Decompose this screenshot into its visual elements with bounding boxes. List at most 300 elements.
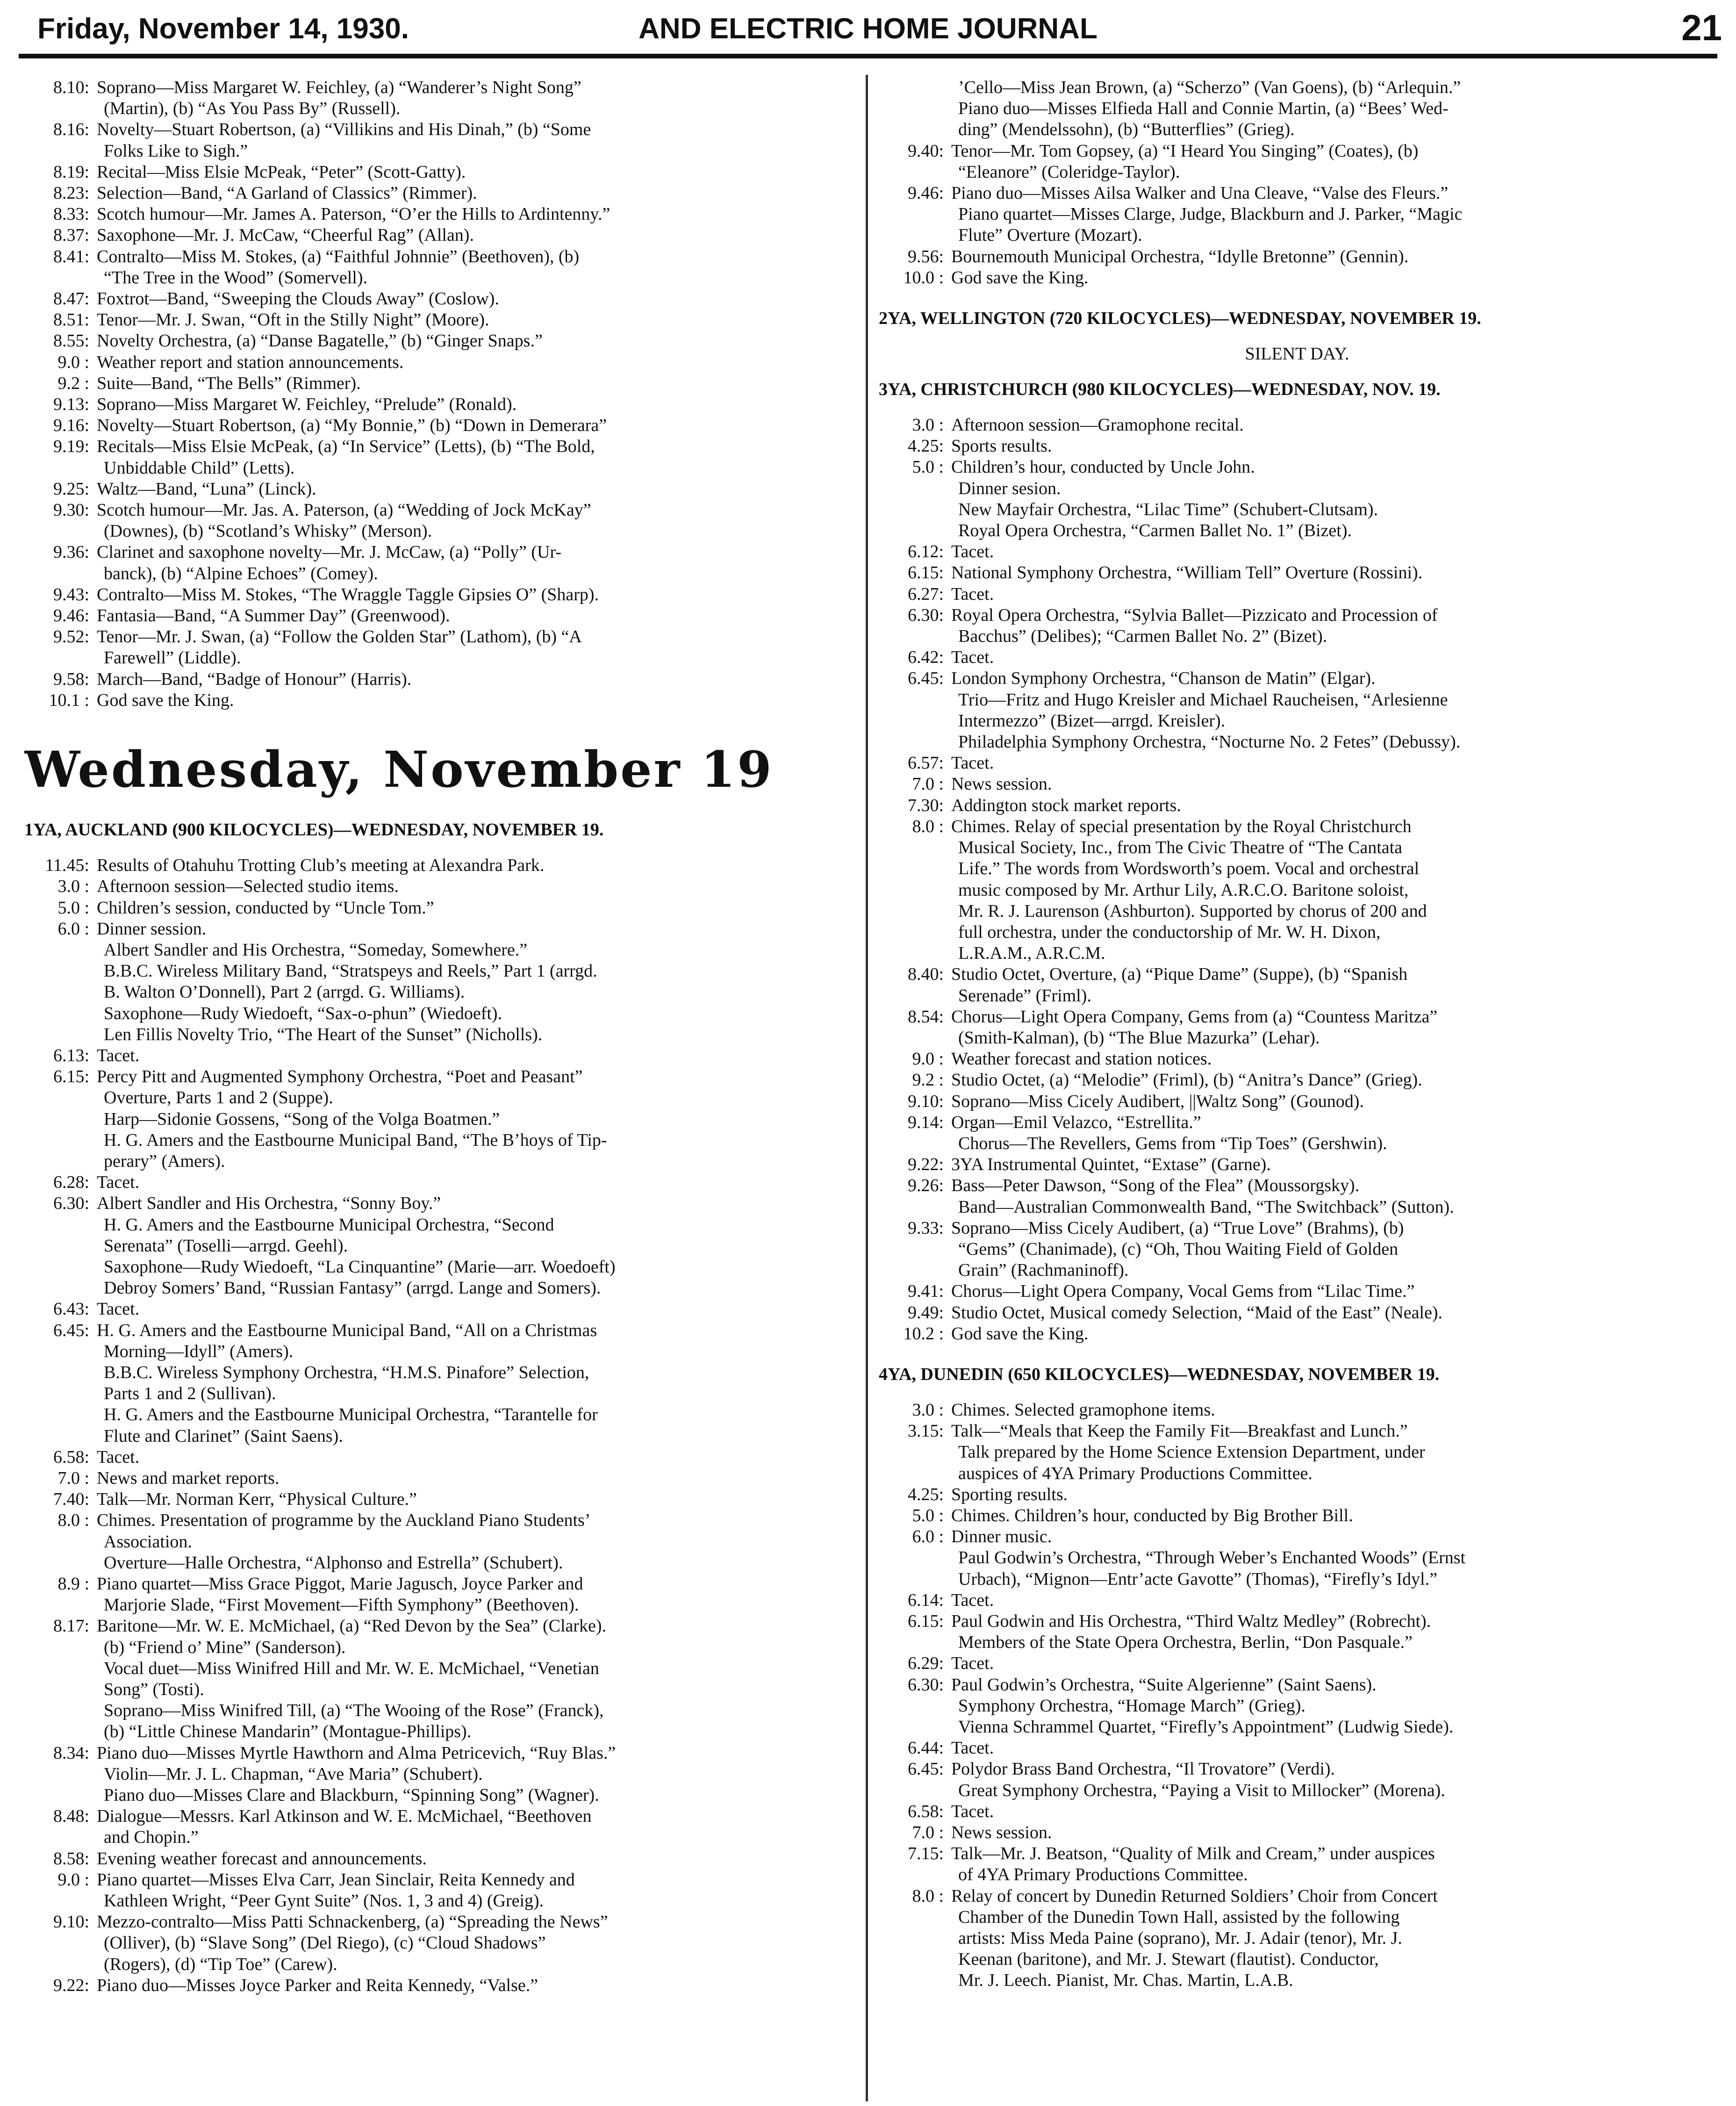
program-entry — [24, 690, 855, 711]
entry-continuation: Parts 1 and 2 (Sullivan). — [104, 1384, 276, 1404]
entry-continuation: Association. — [104, 1531, 192, 1552]
entry-continuation: (b) “Little Chinese Mandarin” (Montague-Phillips). — [104, 1722, 472, 1742]
entry-continuation: perary” (Amers). — [104, 1151, 225, 1171]
program-entry — [879, 774, 1715, 795]
entry-time: 9.22: — [53, 1975, 89, 1995]
entry-text: Tacet. — [97, 1299, 140, 1319]
entry-text: Novelty Orchestra, (a) “Danse Bagatelle,” (b) “Ginger Snaps.” — [97, 331, 543, 351]
entry-continuation: New Mayfair Orchestra, “Lilac Time” (Schubert-Clutsam). — [958, 499, 1378, 519]
entry-continuation: “The Tree in the Wood” (Somervell). — [104, 267, 368, 288]
program-entry — [879, 1218, 1715, 1239]
entry-continuation: Royal Opera Orchestra, “Carmen Ballet No. 1” (Bizet). — [958, 521, 1352, 541]
entry-time: 8.41: — [53, 246, 89, 266]
entry-continuation: and Chopin.” — [104, 1827, 199, 1847]
program-entry — [879, 246, 1715, 267]
entry-continuation: (Downes), (b) “Scotland’s Whisky” (Merson). — [104, 521, 432, 541]
entry-text: Chorus—Light Opera Company, Gems from (a) “Countess Maritza” — [951, 1006, 1438, 1027]
entry-time: 3.0 : — [912, 1400, 944, 1420]
program-entry — [879, 1484, 1715, 1505]
entry-text: Contralto—Miss M. Stokes, “The Wraggle Taggle Gipsies O” (Sharp). — [97, 584, 599, 604]
program-entry — [879, 1505, 1715, 1526]
program-entry — [24, 876, 855, 897]
entry-time: 8.16: — [53, 120, 89, 140]
program-entry — [879, 1323, 1715, 1344]
program-entry — [24, 1912, 855, 1933]
entry-time: 9.49: — [907, 1302, 944, 1323]
entry-continuation: full orchestra, under the conductorship of Mr. W. H. Dixon, — [958, 922, 1381, 942]
entry-text: Dialogue—Messrs. Karl Atkinson and W. E. McMichael, “Beethoven — [97, 1806, 592, 1826]
entry-time: 8.0 : — [57, 1510, 89, 1531]
entry-text: March—Band, “Badge of Honour” (Harris). — [97, 669, 412, 689]
entry-continuation: Chamber of the Dunedin Town Hall, assisted by the following — [958, 1907, 1400, 1927]
entry-time: 9.46: — [907, 183, 944, 203]
entry-text: Evening weather forecast and announcements. — [97, 1848, 427, 1869]
entry-continuation: H. G. Amers and the Eastbourne Municipal Orchestra, “Tarantelle for — [104, 1405, 598, 1425]
entry-time: 9.46: — [53, 606, 89, 626]
entry-continuation: “Eleanore” (Coleridge-Taylor). — [958, 162, 1180, 182]
entry-time: 8.33: — [53, 204, 89, 224]
entry-text: Talk—Mr. Norman Kerr, “Physical Culture.” — [97, 1489, 417, 1509]
entry-time: 6.57: — [907, 753, 944, 773]
entry-time: 5.0 : — [912, 457, 944, 477]
program-entry — [24, 1468, 855, 1489]
entry-text: News and market reports. — [97, 1468, 280, 1488]
entry-text: Recitals—Miss Elsie McPeak, (a) “In Service” (Letts), (b) “The Bold, — [97, 437, 595, 457]
entry-continuation: (Smith-Kalman), (b) “The Blue Mazurka” (Lehar). — [958, 1028, 1320, 1048]
entry-continuation: Marjorie Slade, “First Movement—Fifth Symphony” (Beethoven). — [104, 1595, 579, 1615]
entry-text: Chimes. Presentation of programme by the Auckland Piano Students’ — [97, 1510, 591, 1531]
entry-time: 6.13: — [53, 1045, 89, 1065]
program-entry — [879, 1590, 1715, 1611]
entry-continuation: Piano quartet—Misses Clarge, Judge, Blackburn and J. Parker, “Magic — [958, 204, 1463, 224]
program-entry — [879, 541, 1715, 562]
page-number: 21 — [1681, 7, 1722, 48]
entry-text: Studio Octet, Overture, (a) “Pique Dame” (Suppe), (b) “Spanish — [951, 964, 1408, 985]
entry-text: Chimes. Selected gramophone items. — [951, 1400, 1215, 1420]
entry-text: Chorus—Light Opera Company, Vocal Gems from “Lilac Time.” — [951, 1281, 1415, 1301]
program-entry — [24, 919, 855, 940]
entry-continuation: (Olliver), (b) “Slave Song” (Del Riego), (c) “Cloud Shadows” — [104, 1933, 546, 1953]
program-entry — [879, 562, 1715, 583]
entry-continuation: (Martin), (b) “As You Pass By” (Russell). — [104, 99, 401, 119]
page-header — [0, 0, 1736, 70]
program-entry — [24, 204, 855, 225]
entry-time: 9.52: — [53, 627, 89, 647]
entry-time: 6.30: — [907, 605, 944, 625]
program-entry — [879, 795, 1715, 816]
entry-text: Studio Octet, Musical comedy Selection, “Maid of the East” (Neale). — [951, 1302, 1443, 1323]
program-entry — [879, 1400, 1715, 1421]
entry-continuation: Talk prepared by the Home Science Extension Department, under — [958, 1442, 1425, 1462]
entry-continuation: Overture—Halle Orchestra, “Alphonso and Estrella” (Schubert). — [104, 1553, 563, 1573]
entry-continuation: Saxophone—Rudy Wiedoeft, “La Cinquantine” (Marie—arr. Woedoeft) — [104, 1257, 616, 1277]
entry-text: Mezzo-contralto—Miss Patti Schnackenberg, (a) “Spreading the News” — [97, 1912, 608, 1932]
program-entry — [879, 1154, 1715, 1175]
entry-text: Bournemouth Municipal Orchestra, “Idylle Bretonne” (Gennin). — [951, 246, 1409, 266]
program-entry — [24, 1045, 855, 1066]
entry-time: 6.15: — [53, 1067, 89, 1087]
entry-continuation: B. Walton O’Donnell), Part 2 (arrgd. G. Williams). — [104, 982, 465, 1002]
program-entry — [24, 1869, 855, 1890]
tuesday-continuation-list — [24, 77, 855, 711]
entry-text: London Symphony Orchestra, “Chanson de Matin” (Elgar). — [951, 668, 1376, 689]
entry-continuation: Song” (Tosti). — [104, 1680, 204, 1700]
entry-time: 4.25: — [907, 436, 944, 456]
program-entry — [879, 1006, 1715, 1028]
entry-time: 6.58: — [907, 1801, 944, 1821]
program-entry — [879, 1175, 1715, 1196]
program-entry — [24, 898, 855, 919]
entry-text: Dinner music. — [951, 1527, 1052, 1547]
program-entry — [879, 964, 1715, 985]
program-entry — [879, 1049, 1715, 1070]
entry-time: 9.2 : — [912, 1070, 944, 1090]
entry-text: Tacet. — [97, 1045, 140, 1065]
program-entry — [879, 647, 1715, 668]
left-column — [24, 77, 855, 2097]
entry-continuation: music composed by Mr. Arthur Lily, A.R.C.O. Baritone soloist, — [958, 880, 1409, 900]
program-entry — [879, 1070, 1715, 1091]
entry-time: 7.0 : — [912, 1823, 944, 1843]
entry-text: Percy Pitt and Augmented Symphony Orchestra, “Poet and Peasant” — [97, 1067, 583, 1087]
entry-continuation: Vocal duet—Miss Winifred Hill and Mr. W. E. McMichael, “Venetian — [104, 1658, 599, 1678]
program-entry — [879, 1822, 1715, 1843]
program-entry — [24, 479, 855, 500]
program-entry — [24, 246, 855, 267]
entry-time: 6.44: — [907, 1738, 944, 1758]
program-entry — [24, 288, 855, 309]
entry-time: 10.1 : — [49, 690, 89, 710]
entry-time: 9.10: — [907, 1091, 944, 1111]
program-entry — [24, 584, 855, 605]
entry-time: 8.58: — [53, 1848, 89, 1869]
entry-text: 3YA Instrumental Quintet, “Extase” (Garne). — [951, 1155, 1271, 1175]
entry-text: Paul Godwin’s Orchestra, “Suite Algerienne” (Saint Saens). — [951, 1675, 1377, 1695]
entry-continuation: of 4YA Primary Productions Committee. — [958, 1865, 1248, 1885]
program-entry — [24, 77, 855, 98]
entry-text: Baritone—Mr. W. E. McMichael, (a) “Red Devon by the Sea” (Clarke). — [97, 1616, 607, 1636]
entry-continuation: Soprano—Miss Winifred Till, (a) “The Wooing of the Rose” (Franck), — [104, 1701, 604, 1721]
entry-text: News session. — [951, 1823, 1052, 1843]
entry-continuation: artists: Miss Meda Paine (soprano), Mr. J. Adair (tenor), Mr. J. — [958, 1928, 1402, 1948]
program-entry — [24, 542, 855, 563]
program-entry — [24, 1299, 855, 1320]
entry-text: Addington stock market reports. — [951, 795, 1181, 815]
entry-text: God save the King. — [97, 690, 234, 710]
entry-time: 9.13: — [53, 395, 89, 415]
entry-time: 6.0 : — [912, 1527, 944, 1547]
entry-text: Fantasia—Band, “A Summer Day” (Greenwood). — [97, 606, 450, 626]
entry-time: 10.0 : — [903, 267, 944, 288]
entry-text: Paul Godwin and His Orchestra, “Third Waltz Medley” (Robrecht). — [951, 1611, 1431, 1631]
entry-continuation: Serenata” (Toselli—arrgd. Geehl). — [104, 1236, 348, 1256]
silent-day-note: SILENT DAY. — [1245, 344, 1349, 364]
entry-text: Tacet. — [951, 584, 994, 604]
entry-time: 6.0 : — [57, 919, 89, 939]
right-column — [879, 77, 1715, 2097]
entry-time: 7.15: — [907, 1844, 944, 1864]
entry-time: 7.0 : — [57, 1468, 89, 1488]
entry-time: 9.2 : — [57, 373, 89, 393]
program-entry — [879, 816, 1715, 837]
entry-text: Soprano—Miss Cicely Audibert, (a) “True Love” (Brahms), (b) — [951, 1218, 1404, 1238]
program-entry — [24, 1975, 855, 1996]
entry-time: 9.36: — [53, 542, 89, 562]
program-entry — [24, 162, 855, 183]
entry-time: 6.42: — [907, 647, 944, 668]
program-entry — [879, 1759, 1715, 1780]
program-entry — [24, 373, 855, 394]
entry-time: 8.0 : — [912, 1886, 944, 1906]
entry-time: 9.0 : — [57, 352, 89, 372]
entry-text: Dinner session. — [97, 919, 207, 939]
program-entry — [24, 1806, 855, 1827]
program-entry — [24, 352, 855, 373]
entry-time: 9.0 : — [912, 1049, 944, 1069]
section-heading-2ya: 2YA, WELLINGTON (720 KILOCYCLES)—WEDNESDAY, NOVEMBER 19. — [879, 309, 1481, 329]
entry-text: Tacet. — [97, 1172, 140, 1193]
entry-continuation: Len Fillis Novelty Trio, “The Heart of the Sunset” (Nicholls). — [104, 1024, 543, 1044]
program-entry — [879, 584, 1715, 605]
program-entry — [24, 1574, 855, 1595]
program-entry — [24, 669, 855, 690]
entry-text: Suite—Band, “The Bells” (Rimmer). — [97, 373, 361, 393]
entry-text: Soprano—Miss Margaret W. Feichley, (a) “Wanderer’s Night Song” — [97, 78, 581, 97]
program-entry — [879, 1653, 1715, 1674]
entry-continuation: Kathleen Wright, “Peer Gynt Suite” (Nos. 1, 3 and 4) (Greig). — [104, 1891, 544, 1911]
program-entry — [24, 394, 855, 415]
entry-continuation: Keenan (baritone), and Mr. J. Stewart (flautist). Conductor, — [958, 1949, 1379, 1969]
program-entry — [24, 1066, 855, 1087]
program-entry — [24, 1320, 855, 1341]
entry-continuation: Members of the State Opera Orchestra, Berlin, “Don Pasquale.” — [958, 1632, 1413, 1653]
entry-text: Clarinet and saxophone novelty—Mr. J. McCaw, (a) “Polly” (Ur- — [97, 542, 562, 562]
entry-text: Tacet. — [951, 1801, 994, 1821]
entry-continuation: Bacchus” (Delibes); “Carmen Ballet No. 2” (Bizet). — [958, 626, 1327, 647]
entry-text: Children’s session, conducted by “Uncle Tom.” — [97, 898, 434, 918]
entry-time: 8.47: — [53, 289, 89, 309]
entry-text: Tenor—Mr. J. Swan, (a) “Follow the Golden Star” (Lathom), (b) “A — [97, 627, 582, 647]
entry-continuation: banck), (b) “Alpine Echoes” (Comey). — [104, 563, 378, 583]
entry-text: Scotch humour—Mr. Jas. A. Paterson, (a) “Wedding of Jock McKay” — [97, 500, 591, 520]
entry-continuation: B.B.C. Wireless Symphony Orchestra, “H.M.S. Pinafore” Selection, — [104, 1362, 589, 1382]
entry-continuation: ding” (Mendelssohn), (b) “Butterflies” (Grieg). — [958, 120, 1295, 140]
program-entry — [24, 1193, 855, 1214]
entry-continuation: ’Cello—Miss Jean Brown, (a) “Scherzo” (Van Goens), (b) “Arlequin.” — [958, 78, 1461, 97]
header-rule — [19, 54, 1717, 58]
entry-continuation: (b) “Friend o’ Mine” (Sanderson). — [104, 1637, 346, 1657]
entry-continuation: Folks Like to Sigh.” — [104, 141, 248, 161]
entry-text: H. G. Amers and the Eastbourne Municipal Band, “All on a Christmas — [97, 1320, 597, 1340]
entry-time: 8.51: — [53, 310, 89, 330]
program-entry — [879, 1281, 1715, 1302]
entry-text: Sports results. — [951, 436, 1052, 456]
entry-time: 8.0 : — [912, 816, 944, 836]
entry-text: Selection—Band, “A Garland of Classics” (Rimmer). — [97, 183, 477, 203]
program-entry — [879, 1843, 1715, 1864]
section-heading-3ya: 3YA, CHRISTCHURCH (980 KILOCYCLES)—WEDNESDAY, NOV. 19. — [879, 380, 1441, 400]
program-entry — [879, 436, 1715, 457]
entry-time: 5.0 : — [912, 1505, 944, 1525]
entry-text: Results of Otahuhu Trotting Club’s meeting at Alexandra Park. — [97, 855, 545, 876]
entry-time: 8.55: — [53, 331, 89, 351]
entry-continuation: Philadelphia Symphony Orchestra, “Nocturne No. 2 Fetes” (Debussy). — [958, 732, 1461, 752]
program-entry — [24, 1172, 855, 1193]
entry-time: 9.10: — [53, 1912, 89, 1932]
entry-time: 6.30: — [53, 1193, 89, 1214]
entry-text: Soprano—Miss Cicely Audibert, ||Waltz Song” (Gounod). — [951, 1091, 1364, 1111]
entry-text: Bass—Peter Dawson, “Song of the Flea” (Moussorgsky). — [951, 1176, 1360, 1196]
entry-time: 4.25: — [907, 1484, 944, 1504]
section-heading-4ya: 4YA, DUNEDIN (650 KILOCYCLES)—WEDNESDAY, NOVEMBER 19. — [879, 1364, 1440, 1384]
entry-time: 3.15: — [907, 1421, 944, 1441]
program-entry — [24, 1447, 855, 1468]
entry-continuation: Morning—Idyll” (Amers). — [104, 1341, 294, 1361]
entry-continuation: Saxophone—Rudy Wiedoeft, “Sax-o-phun” (Wiedoeft). — [104, 1003, 502, 1023]
entry-text: Novelty—Stuart Robertson, (a) “Villikins and His Dinah,” (b) “Some — [97, 120, 591, 140]
entry-continuation: Grain” (Rachmaninoff). — [958, 1260, 1129, 1280]
entry-text: Tacet. — [951, 647, 994, 668]
program-entry — [24, 309, 855, 331]
entry-continuation: Dinner sesion. — [958, 478, 1061, 498]
program-entry — [879, 1421, 1715, 1442]
entry-time: 9.33: — [907, 1218, 944, 1238]
header-date: Friday, November 14, 1930. — [37, 13, 409, 45]
entry-time: 10.2 : — [903, 1323, 944, 1344]
entry-time: 8.40: — [907, 964, 944, 985]
entry-text: Sporting results. — [951, 1484, 1068, 1504]
section-heading-1ya: 1YA, AUCKLAND (900 KILOCYCLES)—WEDNESDAY, NOVEMBER 19. — [24, 820, 604, 840]
entry-continuation: H. G. Amers and the Eastbourne Municipal Band, “The B’hoys of Tip- — [104, 1130, 607, 1150]
entry-text: Chimes. Relay of special presentation by the Royal Christchurch — [951, 816, 1412, 836]
program-entry — [24, 1510, 855, 1531]
entry-text: Piano duo—Misses Ailsa Walker and Una Cleave, “Valse des Fleurs.” — [951, 183, 1449, 203]
entry-time: 6.29: — [907, 1653, 944, 1674]
program-entry — [24, 1616, 855, 1637]
entry-text: Waltz—Band, “Luna” (Linck). — [97, 479, 316, 499]
entry-time: 9.0 : — [57, 1869, 89, 1890]
entry-continuation: Vienna Schrammel Quartet, “Firefly’s Appointment” (Ludwig Siede). — [958, 1717, 1454, 1737]
entry-time: 7.30: — [907, 795, 944, 815]
entry-text: Foxtrot—Band, “Sweeping the Clouds Away” (Coslow). — [97, 289, 499, 309]
entry-text: Royal Opera Orchestra, “Sylvia Ballet—Pizzicato and Procession of — [951, 605, 1438, 625]
program-entry — [24, 415, 855, 436]
program-entry — [879, 141, 1715, 162]
entry-text: Children’s hour, conducted by Uncle John. — [951, 457, 1255, 477]
entry-continuation: Paul Godwin’s Orchestra, “Through Weber’s Enchanted Woods” (Ernst — [958, 1548, 1466, 1568]
entry-continuation: auspices of 4YA Primary Productions Committee. — [958, 1463, 1313, 1483]
entry-continuation: B.B.C. Wireless Military Band, “Stratspeys and Reels,” Part 1 (arrgd. — [104, 961, 597, 981]
entry-time: 9.56: — [907, 246, 944, 266]
entry-text: Soprano—Miss Margaret W. Feichley, “Prelude” (Ronald). — [97, 395, 517, 415]
program-entry — [24, 1743, 855, 1764]
program-entry — [879, 1302, 1715, 1323]
entry-text: God save the King. — [951, 1323, 1089, 1344]
entry-continuation: Unbiddable Child” (Letts). — [104, 458, 295, 478]
entry-time: 8.54: — [907, 1006, 944, 1027]
entry-time: 9.22: — [907, 1155, 944, 1175]
entry-time: 9.43: — [53, 584, 89, 604]
entry-text: Relay of concert by Dunedin Returned Soldiers’ Choir from Concert — [951, 1886, 1438, 1906]
entry-continuation: Chorus—The Revellers, Gems from “Tip Toes” (Gershwin). — [958, 1133, 1387, 1153]
program-entry — [879, 1738, 1715, 1759]
entry-time: 6.45: — [907, 668, 944, 689]
entry-text: Albert Sandler and His Orchestra, “Sonny Boy.” — [97, 1193, 441, 1214]
entry-time: 6.12: — [907, 542, 944, 562]
entry-time: 6.43: — [53, 1299, 89, 1319]
entry-continuation: Mr. J. Leech. Pianist, Mr. Chas. Martin, L.A.B. — [958, 1970, 1293, 1991]
entry-time: 6.58: — [53, 1447, 89, 1467]
entry-text: God save the King. — [951, 267, 1089, 288]
column-divider — [866, 75, 868, 2101]
entry-time: 8.17: — [53, 1616, 89, 1636]
entry-text: Chimes. Children’s hour, conducted by Big Brother Bill. — [951, 1505, 1353, 1525]
entry-continuation: Great Symphony Orchestra, “Paying a Visit to Millocker” (Morena). — [958, 1780, 1445, 1800]
program-entry — [24, 500, 855, 521]
entry-continuation: Serenade” (Friml). — [958, 985, 1091, 1006]
entry-continuation: Life.” The words from Wordsworth’s poem. Vocal and orchestral — [958, 859, 1420, 879]
entry-continuation: Piano duo—Misses Clare and Blackburn, “Spinning Song” (Wagner). — [104, 1785, 599, 1805]
entry-time: 3.0 : — [912, 415, 944, 435]
entry-time: 8.48: — [53, 1806, 89, 1826]
program-entry — [879, 1091, 1715, 1112]
entry-text: Tacet. — [951, 1590, 994, 1610]
entry-text: Piano duo—Misses Myrtle Hawthorn and Alma Petricevich, “Ruy Blas.” — [97, 1743, 616, 1763]
program-entry — [24, 225, 855, 246]
program-entry — [24, 119, 855, 140]
entry-text: Talk—Mr. J. Beatson, “Quality of Milk and Cream,” under auspices — [951, 1844, 1435, 1864]
entry-time: 9.40: — [907, 141, 944, 161]
entry-text: Organ—Emil Velazco, “Estrellita.” — [951, 1112, 1201, 1132]
entry-text: Piano duo—Misses Joyce Parker and Reita Kennedy, “Valse.” — [97, 1975, 538, 1995]
entry-text: Piano quartet—Misses Elva Carr, Jean Sinclair, Reita Kennedy and — [97, 1869, 575, 1890]
entry-time: 3.0 : — [57, 877, 89, 897]
entry-time: 8.9 : — [57, 1574, 89, 1594]
entry-continuation: Overture, Parts 1 and 2 (Suppe). — [104, 1088, 333, 1108]
entry-time: 6.45: — [907, 1759, 944, 1779]
entry-text: Novelty—Stuart Robertson, (a) “My Bonnie,” (b) “Down in Demerara” — [97, 416, 607, 436]
entry-time: 8.10: — [53, 78, 89, 97]
program-entry — [879, 267, 1715, 288]
entry-text: Talk—“Meals that Keep the Family Fit—Breakfast and Lunch.” — [951, 1421, 1408, 1441]
program-entry — [24, 605, 855, 626]
entry-time: 6.45: — [53, 1320, 89, 1340]
entry-continuation: L.R.A.M., A.R.C.M. — [958, 943, 1105, 963]
program-entry — [879, 1611, 1715, 1632]
entry-time: 6.28: — [53, 1172, 89, 1193]
entry-time: 9.25: — [53, 479, 89, 499]
program-entry — [24, 626, 855, 647]
entry-continuation: “Gems” (Chanimade), (c) “Oh, Thou Waiting Field of Golden — [958, 1239, 1399, 1259]
entry-time: 6.30: — [907, 1675, 944, 1695]
program-entry — [879, 1675, 1715, 1696]
entry-text: Tacet. — [97, 1447, 140, 1467]
entry-continuation: Farewell” (Liddle). — [104, 648, 241, 668]
entry-text: Polydor Brass Band Orchestra, “Il Trovatore” (Verdi). — [951, 1759, 1335, 1779]
program-entry — [879, 415, 1715, 436]
day-heading: Wednesday, November 19 — [24, 740, 774, 799]
entry-time: 8.19: — [53, 162, 89, 182]
entry-text: Tacet. — [951, 542, 994, 562]
program-entry — [24, 1848, 855, 1869]
program-entry — [24, 436, 855, 457]
program-entry — [879, 605, 1715, 626]
entry-continuation: Trio—Fritz and Hugo Kreisler and Michael Raucheisen, “Arlesienne — [958, 690, 1448, 710]
entry-time: 7.40: — [53, 1489, 89, 1509]
entry-time: 6.14: — [907, 1590, 944, 1610]
entry-time: 6.15: — [907, 563, 944, 583]
entry-time: 8.23: — [53, 183, 89, 203]
